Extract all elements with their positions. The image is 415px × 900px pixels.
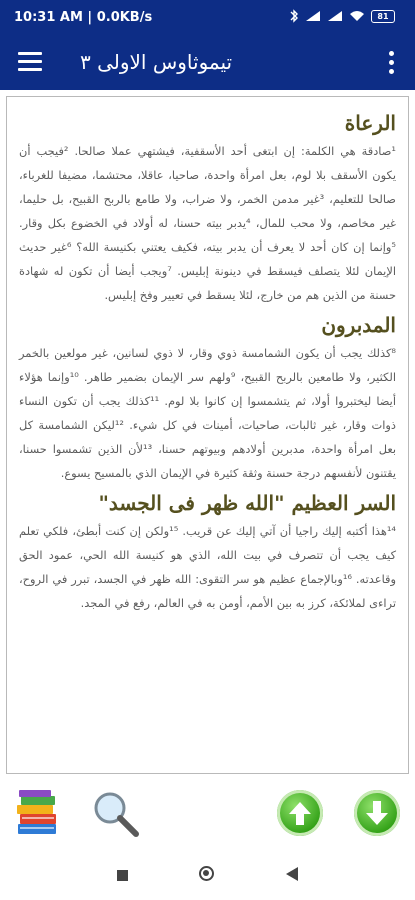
signal-icon-2 [327, 10, 343, 22]
app-bar [0, 38, 415, 90]
home-icon[interactable] [199, 866, 214, 881]
section-heading: السر العظيم "الله ظهر فى الجسد" [98, 491, 396, 515]
books-icon[interactable] [14, 788, 60, 838]
section-text: ¹⁴هذا أكتبه إليك راجيا أن آتي إليك عن قريب. ¹⁵ولكن إن كنت أبطئ، فلكي تعلم كيف يجب أن تتصرف في بيت الله، الذي هو كنيسة الله الحي، عمود الحق وقاعدته. ¹⁶وبالإجماع عظيم هو سر التقوى: الله ظهر في الجسد، تبرر في الروح، تراءى لملائكة، كرز به بين الأمم، أومن به في العالم، رفع في المجد. [19, 524, 396, 610]
search-icon[interactable] [92, 790, 140, 838]
menu-icon[interactable] [18, 52, 42, 72]
recents-icon[interactable] [117, 870, 128, 881]
status-bar [0, 0, 415, 38]
battery-icon: 81 [371, 10, 395, 23]
more-options-icon[interactable] [389, 51, 395, 78]
status-icons [289, 9, 395, 23]
section-text: ¹صادقة هي الكلمة: إن ابتغى أحد الأسقفية، فيشتهي عملا صالحا. ²فيجب أن يكون الأسقف بلا لوم، بعل امرأة واحدة، صاحيا، عاقلا، محتشما، مضيفا للغرباء، صالحا للتعليم، ³غير مدمن الخمر، ولا ضراب، ولا طامع بالربح القبيح، بل حليما، غير مخاصم، ولا محب للمال، ⁴يدبر بيته حسنا، له أولاد في الخضوع بكل وقار. ⁵وإنما إن كان أحد لا يعرف أن يدبر بيته، فكيف يعتني بكنيسة الله؟ ⁶غير حديث الإيمان لئلا يتصلف فيسقط في دينونة إبليس. ⁷ويجب أيضا أن تكون له شهادة حسنة من الذين هم من خارج، لئلا يسقط في تعيير وفخ إبليس. [19, 144, 396, 302]
status-time-network: 10:31 AM | 0.0KB/s [14, 10, 153, 25]
signal-icon [305, 10, 321, 22]
back-icon[interactable] [286, 867, 298, 881]
bluetooth-icon [289, 9, 299, 23]
wifi-icon [349, 10, 365, 22]
section-heading: المدبرون [321, 313, 396, 337]
bottom-toolbar [0, 786, 415, 842]
section-heading: الرعاة [344, 111, 396, 135]
app-title: تيموثاوس الاولى ٣ [80, 50, 233, 74]
arrow-down-icon[interactable] [354, 790, 400, 836]
section-text: ⁸كذلك يجب أن يكون الشمامسة ذوي وقار، لا ذوي لسانين، غير مولعين بالخمر الكثير، ولا طامعين بالربح القبيح، ⁹ولهم سر الإيمان بضمير طاهر. ¹⁰وإنما هؤلاء أيضا ليختبروا أولا، ثم يتشمسوا إن كانوا بلا لوم. ¹¹كذلك يجب أن تكون النساء ذوات وقار، غير ثالبات، صاحيات، أمينات في كل شيء. ¹²ليكن الشمامسة كل بعل امرأة واحدة، مدبرين أولادهم وبيوتهم حسنا، ¹³لأن الذين تشمسوا حسنا، يقتنون لأنفسهم درجة حسنة وثقة كثيرة في الإيمان الذي بالمسيح يسوع. [19, 346, 396, 480]
system-nav-bar [0, 845, 415, 900]
chapter-content[interactable] [6, 96, 409, 774]
arrow-up-icon[interactable] [277, 790, 323, 836]
